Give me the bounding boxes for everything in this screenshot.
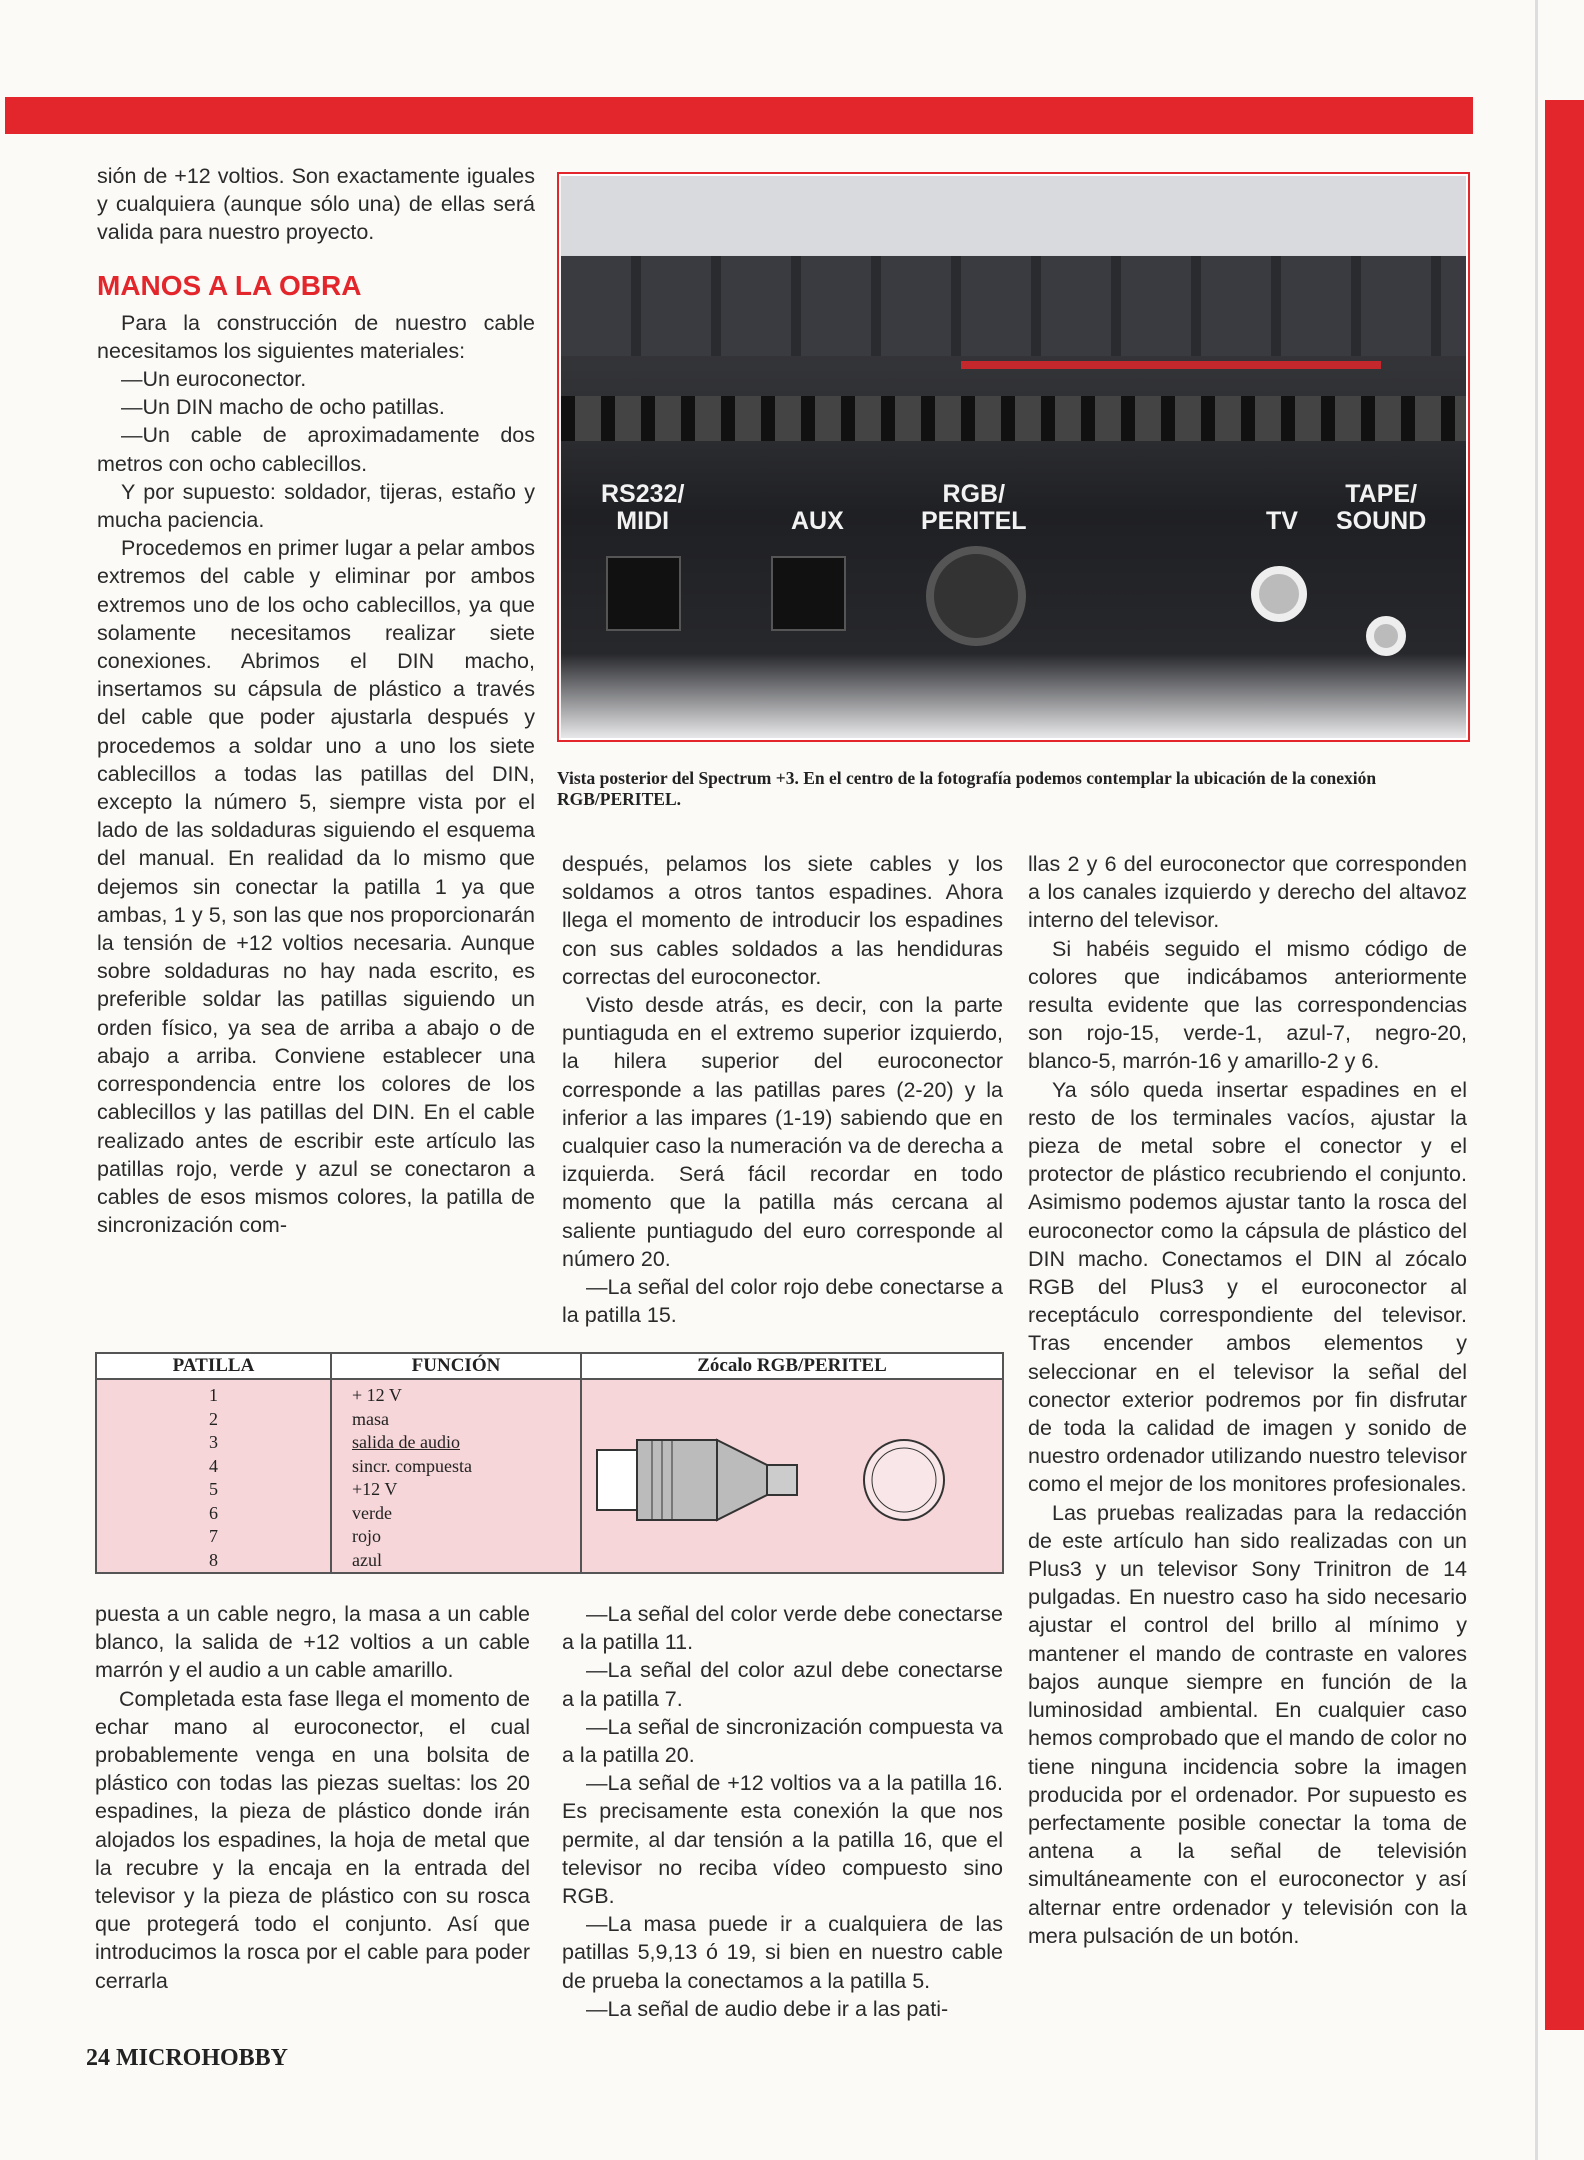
paragraph: Completada esta fase llega el momento de echar mano al euroconector, el cual probablemente venga en una bolsita de plástico con todas las piezas sueltas: los 20 espadines, la pieza de plástico donde irán alojados los espadines, la hoja de metal que la recubre y la encaja en la entrada del televisor y la pieza de plástico con su rosca que protegerá todo el conjunto. Así que introducimos la rosca por el cable para poder cerrarla [95,1686,530,1993]
paragraph: Las pruebas realizadas para la redacción de este artículo han sido realizadas con un Plus3 y un televisor Sony Trinitron de 14 pulgadas. En nuestro caso ha sido necesario ajustar el control del brillo al mínimo y mantener el mando de contraste en valores bajos aunque siempre en función de la luminosidad ambiental. En cualquier caso hemos comprobado que el mando de color no tiene ninguna incidencia sobre la imagen producida por el ordenador. Por supuesto es perfectamente posible conectar la toma de antena a la señal de televisión simultáneamente con el euroconector y así alternar entre ordenador y televisión con la mera pulsación de un botón. [1028,1500,1467,1948]
paragraph: —Un cable de aproximadamente dos metros con ocho cablecillos. [97,423,535,476]
paragraph: —Un euroconector. [121,367,307,392]
connector-diagram [581,1379,1003,1573]
port-label-rgb: RGB/ PERITEL [921,480,1027,535]
side-red-strip [1545,100,1584,2030]
top-red-bar [5,97,1473,134]
paragraph: Para la construcción de nuestro cable necesitamos los siguientes materiales: [97,310,535,363]
rgb-din-socket [926,546,1026,646]
paragraph: —La señal del color rojo debe conectarse a la patilla 15. [562,1275,1003,1328]
keyboard-keys [561,256,1466,356]
section-heading: MANOS A LA OBRA [97,269,362,301]
right-column [1028,850,1467,1950]
tv-socket [1251,566,1307,622]
pin-numbers: 1 2 3 4 5 6 7 8 [96,1379,331,1573]
header-zocalo: Zócalo RGB/PERITEL [581,1353,1003,1379]
paragraph: Ya sólo queda insertar espadines en el resto de los terminales vacíos, ajustar la pieza de metal sobre el conector y el protector de plástico recubriendo el conjunto. Asimismo podemos ajustar tanto la rosca del euroconector como la cápsula de plástico del DIN macho. Conectamos el DIN al zócalo RGB del Plus3 y el euroconector al receptáculo correspondiente del televisor. Tras encender ambos elementos y seleccionar en el televisor la señal del conector exterior podremos por fin disfrutar de toda la calidad de imagen y sonido de nuestro ordenador utilizando nuestro televisor como el mejor de los monitores profesionales. [1028,1077,1467,1497]
spectrum-stripe [961,361,1381,369]
photo-caption: Vista posterior del Spectrum +3. En el centro de la fotografía podemos contemplar la ubicación de la conexión RGB/PERITEL. [557,768,1377,809]
spectrum-rear-photo [557,172,1470,742]
paragraph: sión de +12 voltios. Son exactamente iguales y cualquiera (aunque sólo una) de ellas será valida para nuestro proyecto. [97,164,535,245]
paragraph: —La señal del color verde debe conectarse a la patilla 11. [562,1602,1003,1655]
paragraph: Procedemos en primer lugar a pelar ambos extremos del cable y eliminar por ambos extremos uno de los ocho cablecillos, ya que solamente necesitamos realizar siete conexiones. Abrimos el DIN macho, insertamos su cápsula de plástico a través del cable que poder ajustarla después y procedemos a soldar uno a uno los siete cablecillos a todas las patillas del DIN, excepto la número 5, siempre vista por el lado de las soldaduras siguiendo el esquema del manual. En realidad da lo mismo que dejemos sin conectar la patilla 1 ya que ambas, 1 y 5, son las que nos proporcionarán la tensión de +12 voltios necesaria. Aunque sobre soldaduras no hay nada escrito, es preferible soldar las patillas siguiendo un orden físico, ya sea de arriba a abajo o de abajo a arriba. Conviene establecer una correspondencia entre los colores de los cablecillos y las patillas del DIN. En el cable realizado antes de escribir este artículo las patillas rojo, verde y azul se conectaron a cables de esos mismos colores, la patilla de sincronización com- [97,536,535,1238]
page-edge [1535,0,1538,2160]
middle-column-bottom [562,1600,1003,2023]
paragraph: Visto desde atrás, es decir, con la parte puntiaguda en el extremo superior izquierdo, la hilera superior del euroconector corresponde a las patillas pares (2-20) y la inferior a las impares (1-19) sabiendo que en cualquier caso la numeración va de derecha a izquierda. Será fácil recordar en todo momento que la patilla más cercana al saliente puntiagudo del euro corresponde al número 20. [562,993,1003,1271]
port-label-rs232: RS232/ MIDI [601,480,685,535]
left-column-bottom [95,1600,530,1995]
din-pinout-table [95,1352,1004,1574]
port-label-tape: TAPE/ SOUND [1336,480,1427,535]
paragraph: llas 2 y 6 del euroconector que corresponden a los canales izquierdo y derecho del altavoz interno del televisor. [1028,852,1467,933]
paragraph: puesta a un cable negro, la masa a un cable blanco, la salida de +12 voltios a un cable marrón y el audio a un cable amarillo. [95,1602,530,1683]
vents [561,396,1466,441]
paragraph: Y por supuesto: soldador, tijeras, estaño y mucha paciencia. [97,479,535,533]
left-column-top [97,162,535,1239]
paragraph: —La señal del color azul debe conectarse a la patilla 7. [562,1658,1003,1711]
pin-functions: + 12 V masa salida de audio sincr. compuesta +12 V verde rojo azul [331,1379,581,1573]
port-label-tv: TV [1266,507,1298,535]
paragraph: —La señal de audio debe ir a las pati- [586,1996,949,2021]
tape-socket [1366,616,1406,656]
header-patilla: PATILLA [96,1353,331,1379]
page-footer: 24 MICROHOBBY [86,2045,289,2071]
rs232-port [606,556,681,631]
paragraph: Si habéis seguido el mismo código de colores que indicábamos anteriormente resulta evidente que las correspondencias son rojo-15, verde-1, azul-7, negro-20, blanco-5, marrón-16 y amarillo-2 y 6. [1028,936,1467,1074]
middle-column-top [562,850,1003,1329]
port-label-aux: AUX [791,507,844,535]
din-connector-icon [582,1380,1002,1560]
paragraph: —La masa puede ir a cualquiera de las patillas 5,9,13 ó 19, si bien en nuestro cable de prueba la conectamos a la patilla 5. [562,1912,1003,1993]
header-funcion: FUNCIÓN [331,1353,581,1379]
aux-port [771,556,846,631]
paragraph: —Un DIN macho de ocho patillas. [121,395,445,420]
paragraph: —La señal de +12 voltios va a la patilla 16. Es precisamente esta conexión la que nos permite, al dar tensión a la patilla 16, que el televisor no reciba vídeo compuesto sino RGB. [562,1771,1003,1909]
paragraph: después, pelamos los siete cables y los soldamos a otros tantos espadines. Ahora llega el momento de introducir los espadines con sus cables soldados a las hendiduras correctas del euroconector. [562,852,1003,989]
paragraph: —La señal de sincronización compuesta va a la patilla 20. [562,1714,1003,1768]
